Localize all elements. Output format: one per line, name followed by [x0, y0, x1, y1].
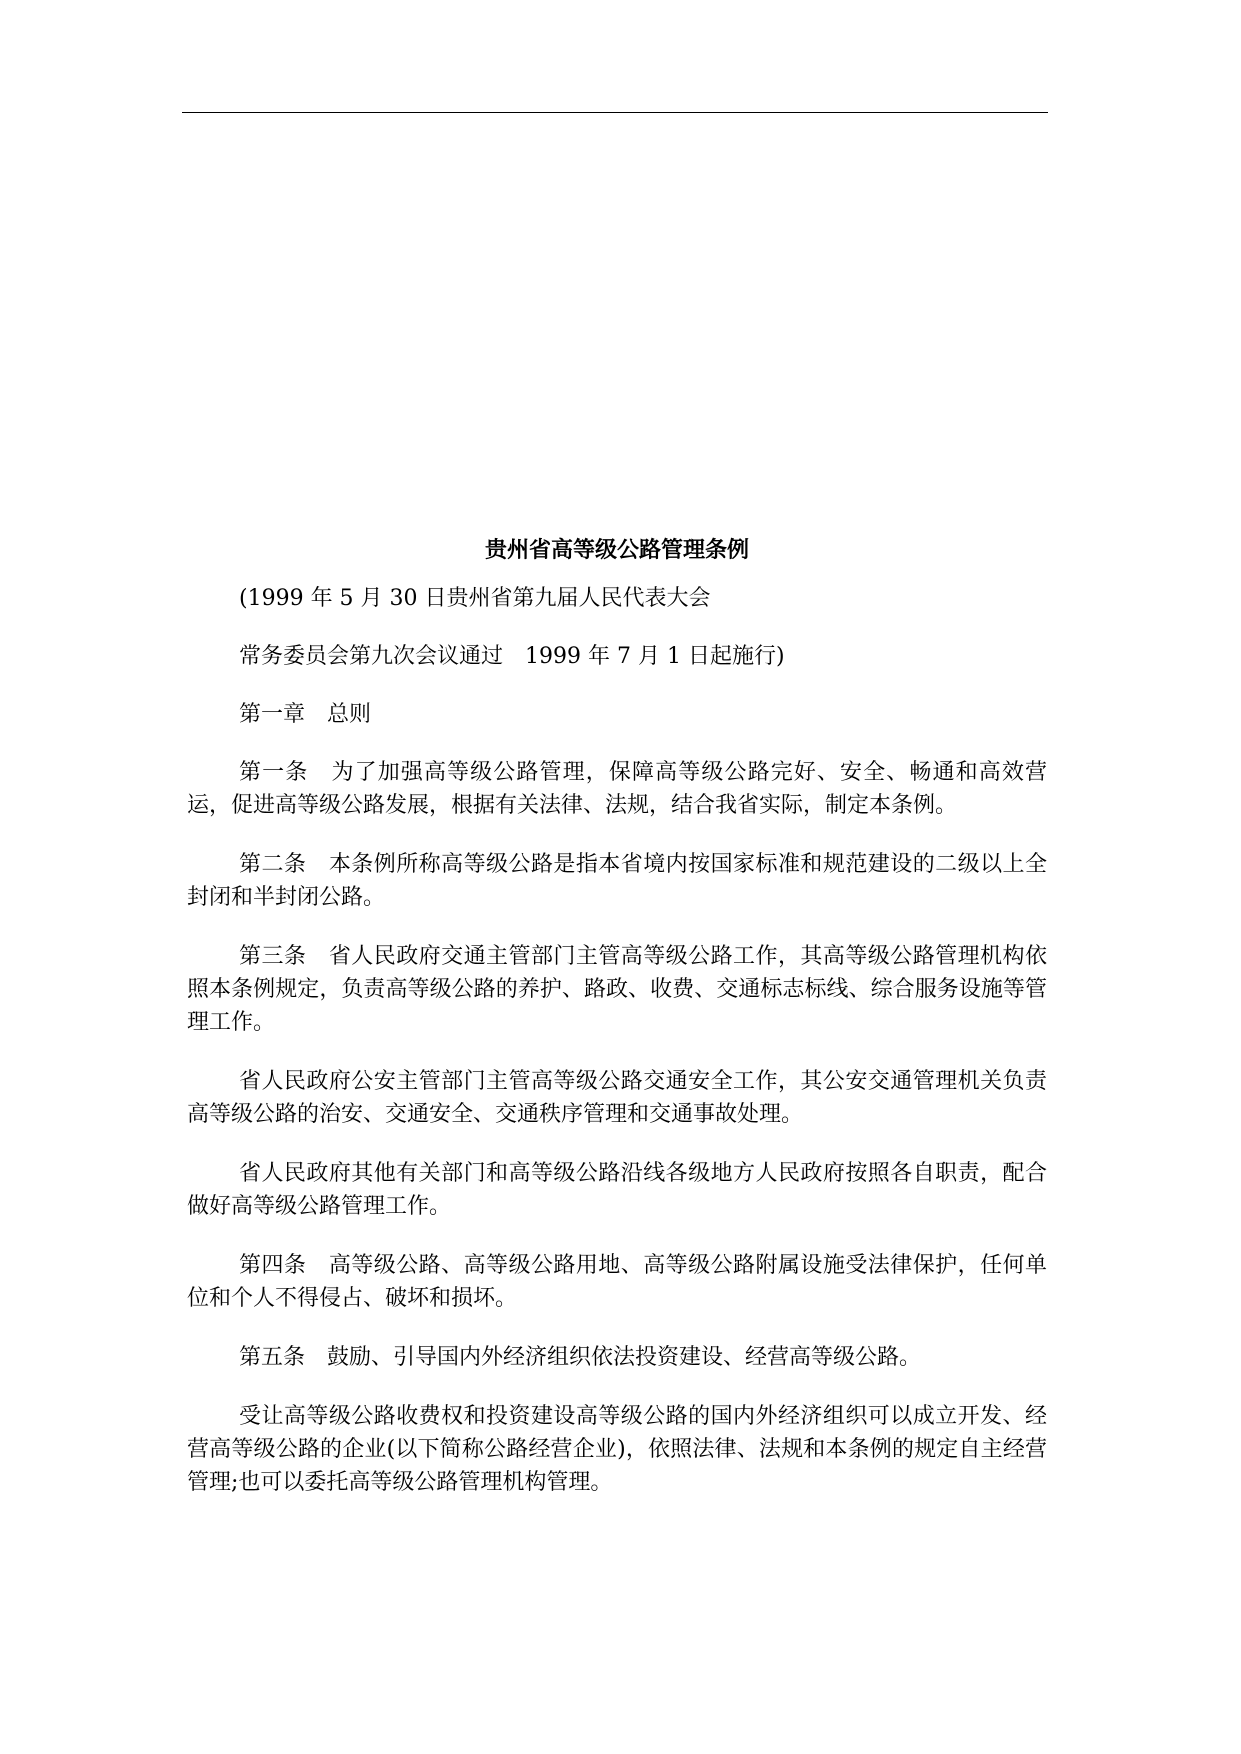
chapter-heading: 第一章 总则 [239, 702, 372, 727]
document-title: 贵州省高等级公路管理条例 [484, 538, 749, 563]
article-3-paragraph-2: 省人民政府公安主管部门主管高等级公路交通安全工作，其公安交通管理机关负责高等级公路的治安、交通安全、交通秩序管理和交通事故处理。 [187, 1069, 1047, 1127]
article-1: 第一条 为了加强高等级公路管理，保障高等级公路完好、安全、畅通和高效营运，促进高等级公路发展，根据有关法律、法规，结合我省实际，制定本条例。 [187, 760, 1047, 818]
article-2: 第二条 本条例所称高等级公路是指本省境内按国家标准和规范建设的二级以上全封闭和半封闭公路。 [187, 852, 1047, 910]
enactment-note-line-1: (1999 年 5 月 30 日贵州省第九届人民代表大会 [239, 586, 711, 611]
article-3: 第三条 省人民政府交通主管部门主管高等级公路工作，其高等级公路管理机构依照本条例规定，负责高等级公路的养护、路政、收费、交通标志标线、综合服务设施等管理工作。 [187, 944, 1047, 1035]
article-5: 第五条 鼓励、引导国内外经济组织依法投资建设、经营高等级公路。 [239, 1345, 922, 1370]
header-rule [182, 112, 1048, 113]
article-4: 第四条 高等级公路、高等级公路用地、高等级公路附属设施受法律保护，任何单位和个人不得侵占、破坏和损坏。 [187, 1253, 1047, 1311]
article-3-paragraph-3: 省人民政府其他有关部门和高等级公路沿线各级地方人民政府按照各自职责，配合做好高等级公路管理工作。 [187, 1161, 1047, 1219]
enactment-note-line-2: 常务委员会第九次会议通过 1999 年 7 月 1 日起施行) [239, 644, 785, 669]
document-body [187, 530, 1047, 1499]
article-5-paragraph-2: 受让高等级公路收费权和投资建设高等级公路的国内外经济组织可以成立开发、经营高等级公路的企业(以下简称公路经营企业)，依照法律、法规和本条例的规定自主经营管理;也可以委托高等级公路管理机构管理。 [187, 1404, 1047, 1495]
